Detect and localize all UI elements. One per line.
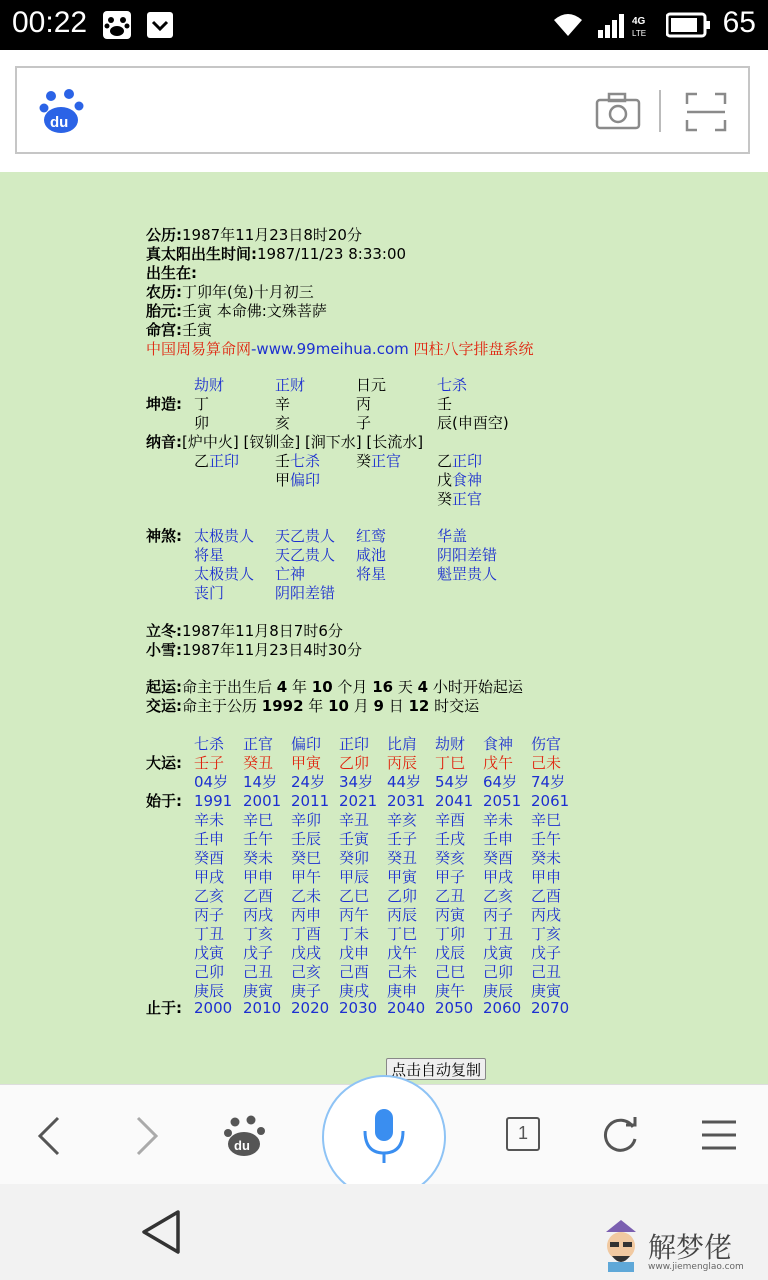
content-line [356, 395, 371, 414]
watermark-url: www.jiemenglao.com [648, 1262, 744, 1272]
liunian-cell: 庚戌 [339, 982, 370, 1000]
content-line [275, 376, 305, 395]
content-line [146, 678, 523, 697]
liunian-cell: 戊午 [387, 944, 418, 962]
browser-header [0, 50, 768, 172]
liunian-cell: 丙申 [291, 906, 322, 924]
content-line [275, 414, 290, 433]
watermark-text: 解梦佬 [648, 1231, 733, 1264]
liunian-cell: 丙戌 [243, 906, 274, 924]
line-segment: 乙 [437, 452, 453, 470]
status-bar [0, 0, 768, 50]
liunian-cell: 癸巳 [291, 849, 322, 867]
line-segment: 将星 [194, 546, 225, 564]
dayun-age: 74岁 [531, 773, 566, 791]
content-line [194, 452, 239, 471]
liunian-cell: 癸未 [243, 849, 274, 867]
content-line [194, 527, 254, 546]
line-segment: 食神 [452, 471, 483, 489]
line-segment: 将星 [356, 565, 387, 583]
content-line [146, 245, 406, 264]
liunian-cell: 甲寅 [387, 868, 418, 886]
content-line [146, 697, 479, 716]
content-line [146, 754, 182, 773]
content-line [146, 321, 212, 340]
line-segment: 偏印 [290, 471, 321, 489]
liunian-cell: 丁亥 [531, 925, 562, 943]
liunian-cell: 癸酉 [483, 849, 514, 867]
liunian-cell: 丁卯 [435, 925, 466, 943]
line-segment: 亥 [275, 414, 291, 432]
content-line [356, 376, 386, 395]
dayun-age: 44岁 [387, 773, 422, 791]
line-segment: 月 [348, 697, 374, 715]
system-back-icon[interactable] [140, 1208, 182, 1260]
line-segment: 壬寅 [182, 321, 213, 339]
liunian-cell: 庚申 [387, 982, 418, 1000]
content-line [146, 395, 182, 414]
line-segment: 丁卯年(兔)十月初三 [182, 283, 314, 301]
dayun-start-year: 2061 [531, 792, 570, 810]
liunian-cell: 甲子 [435, 868, 466, 886]
liunian-cell: 壬午 [243, 830, 274, 848]
line-segment: 9 [373, 697, 384, 715]
line-segment: 16 [372, 678, 394, 696]
back-icon[interactable] [36, 1115, 62, 1161]
liunian-cell: 丙子 [483, 906, 514, 924]
liunian-cell: 戊申 [339, 944, 370, 962]
content-line [437, 565, 497, 584]
line-segment: 魁罡贵人 [437, 565, 498, 583]
line-segment: 戊 [437, 471, 453, 489]
line-segment: 壬寅 本命佛:文殊菩萨 [182, 302, 327, 320]
line-segment: 劫财 [194, 376, 225, 394]
liunian-cell: 乙卯 [387, 887, 418, 905]
bazi-result-page [0, 172, 768, 1084]
line-segment[interactable]: -www.99meihua.com [251, 340, 409, 358]
line-segment: 天 [393, 678, 418, 696]
liunian-cell: 己卯 [194, 963, 225, 981]
dayun-end-year: 2050 [435, 999, 474, 1017]
liunian-cell: 辛巳 [243, 811, 274, 829]
dayun-shishen: 正官 [243, 735, 274, 753]
liunian-cell: 己未 [387, 963, 418, 981]
scan-icon[interactable] [685, 92, 727, 136]
dayun-end-year: 2020 [291, 999, 330, 1017]
liunian-cell: 辛未 [483, 811, 514, 829]
wifi-icon [550, 10, 586, 40]
line-segment: 命主于公历 [182, 697, 262, 715]
line-segment: 太极贵人 [194, 527, 255, 545]
line-segment: 1987年11月8日7时6分 [182, 622, 343, 640]
line-segment: 公历: [146, 226, 182, 244]
line-segment: 乙 [194, 452, 210, 470]
tab-count-icon[interactable]: 1 [506, 1117, 540, 1151]
line-segment: 4 [417, 678, 429, 696]
dayun-ganzhi: 甲寅 [291, 754, 322, 772]
dayun-ganzhi: 己未 [531, 754, 562, 772]
content-line [437, 546, 497, 565]
dayun-shishen: 正印 [339, 735, 370, 753]
svg-text:du: du [50, 114, 69, 131]
line-segment: 癸 [356, 452, 372, 470]
dayun-age: 04岁 [194, 773, 229, 791]
line-segment: 正印 [209, 452, 240, 470]
refresh-icon[interactable] [600, 1115, 640, 1159]
liunian-cell: 癸丑 [387, 849, 418, 867]
line-segment: 时交运 [429, 697, 480, 715]
line-segment: 10 [311, 678, 333, 696]
liunian-cell: 丁亥 [243, 925, 274, 943]
auto-copy-button[interactable]: 点击自动复制 [386, 1058, 486, 1080]
dayun-age: 24岁 [291, 773, 326, 791]
content-line [437, 414, 509, 433]
liunian-cell: 乙丑 [435, 887, 466, 905]
dayun-end-year: 2000 [194, 999, 233, 1017]
dayun-shishen: 劫财 [435, 735, 466, 753]
line-segment: 止于: [146, 999, 182, 1017]
dayun-ganzhi: 戊午 [483, 754, 514, 772]
line-segment: 年 [287, 678, 312, 696]
svg-text:LTE: LTE [632, 29, 647, 38]
content-line [275, 565, 305, 584]
liunian-cell: 壬申 [483, 830, 514, 848]
line-segment: 癸 [437, 490, 453, 508]
line-segment: 1987年11月23日4时30分 [182, 641, 362, 659]
line-segment: 1987年11月23日8时20分 [182, 226, 362, 244]
content-line [146, 226, 362, 245]
dayun-start-year: 2041 [435, 792, 474, 810]
liunian-cell: 壬辰 [291, 830, 322, 848]
dayun-ganzhi: 壬子 [194, 754, 225, 772]
content-line [437, 490, 482, 509]
content-line [146, 433, 423, 452]
battery-level: 65 [722, 6, 756, 39]
liunian-cell: 乙酉 [531, 887, 562, 905]
liunian-cell: 丙寅 [435, 906, 466, 924]
liunian-cell: 丙辰 [387, 906, 418, 924]
content-line [194, 584, 224, 603]
liunian-cell: 癸酉 [194, 849, 225, 867]
line-segment: 1987/11/23 8:33:00 [257, 245, 407, 263]
liunian-cell: 己巳 [435, 963, 466, 981]
line-segment: 中国周易算命网 [146, 340, 252, 358]
content-line [146, 264, 197, 283]
liunian-cell: 丁未 [339, 925, 370, 943]
liunian-cell: 癸亥 [435, 849, 466, 867]
menu-icon[interactable] [700, 1119, 738, 1155]
liunian-cell: 己酉 [339, 963, 370, 981]
content-line [356, 414, 371, 433]
liunian-cell: 庚辰 [194, 982, 225, 1000]
content-line [194, 395, 209, 414]
liunian-cell: 壬戌 [435, 830, 466, 848]
forward-icon[interactable] [134, 1115, 160, 1161]
liunian-cell: 戊子 [243, 944, 274, 962]
baidu-notification-icon [102, 10, 132, 40]
line-segment: 1992 [261, 697, 304, 715]
dayun-age: 14岁 [243, 773, 278, 791]
liunian-cell: 庚寅 [531, 982, 562, 1000]
line-segment: 命宫: [146, 321, 182, 339]
line-segment: 丁 [194, 395, 210, 413]
liunian-cell: 乙未 [291, 887, 322, 905]
line-segment: 命主于出生后 [182, 678, 277, 696]
line-segment: 天乙贵人 [275, 527, 336, 545]
content-line [437, 471, 482, 490]
liunian-cell: 戊寅 [483, 944, 514, 962]
liunian-cell: 丙子 [194, 906, 225, 924]
liunian-cell: 甲午 [291, 868, 322, 886]
line-segment: [炉中火] [钗钏金] [涧下水] [长流水] [182, 433, 424, 451]
line-segment: 华盖 [437, 527, 468, 545]
line-segment: 出生在: [146, 264, 197, 282]
dayun-end-year: 2040 [387, 999, 426, 1017]
liunian-cell: 壬子 [387, 830, 418, 848]
dayun-shishen: 伤官 [531, 735, 562, 753]
svg-text:du: du [234, 1138, 250, 1153]
content-line [194, 546, 224, 565]
line-segment: 咸池 [356, 546, 387, 564]
liunian-cell: 丙戌 [531, 906, 562, 924]
watermark-logo-icon [598, 1218, 644, 1278]
liunian-cell: 癸未 [531, 849, 562, 867]
dayun-age: 64岁 [483, 773, 518, 791]
liunian-cell: 甲戌 [194, 868, 225, 886]
content-line [194, 565, 254, 584]
line-segment: 日 [383, 697, 409, 715]
liunian-cell: 乙亥 [483, 887, 514, 905]
content-line [146, 792, 182, 811]
liunian-cell: 壬申 [194, 830, 225, 848]
dayun-start-year: 2051 [483, 792, 522, 810]
dayun-shishen: 七杀 [194, 735, 225, 753]
liunian-cell: 丁丑 [194, 925, 225, 943]
dayun-age: 54岁 [435, 773, 470, 791]
signal-icon [596, 10, 656, 40]
liunian-cell: 己丑 [243, 963, 274, 981]
content-line [437, 527, 467, 546]
line-segment: 正财 [275, 376, 306, 394]
dayun-start-year: 2001 [243, 792, 282, 810]
line-segment: 小时开始起运 [428, 678, 523, 696]
liunian-cell: 乙亥 [194, 887, 225, 905]
battery-icon [666, 10, 712, 40]
dayun-end-year: 2070 [531, 999, 570, 1017]
line-segment: 卯 [194, 414, 210, 432]
content-line [146, 622, 343, 641]
line-segment: 阴阳差错 [437, 546, 498, 564]
liunian-cell: 戊子 [531, 944, 562, 962]
liunian-cell: 癸卯 [339, 849, 370, 867]
line-segment: 正官 [371, 452, 402, 470]
dayun-ganzhi: 癸丑 [243, 754, 274, 772]
content-line [275, 471, 320, 490]
content-line [275, 527, 335, 546]
dayun-end-year: 2060 [483, 999, 522, 1017]
content-line [437, 452, 482, 471]
browser-nav-bar [0, 1084, 768, 1185]
dayun-start-year: 2021 [339, 792, 378, 810]
liunian-cell: 丁巳 [387, 925, 418, 943]
line-segment: 交运: [146, 697, 182, 715]
liunian-cell: 庚子 [291, 982, 322, 1000]
line-segment: 丙 [356, 395, 372, 413]
dayun-shishen: 偏印 [291, 735, 322, 753]
line-segment: 壬 [437, 395, 453, 413]
line-segment: 坤造: [146, 395, 182, 413]
baidu-logo-icon [39, 86, 85, 138]
liunian-cell: 丁丑 [483, 925, 514, 943]
line-segment: 神煞: [146, 527, 182, 545]
dayun-shishen: 食神 [483, 735, 514, 753]
liunian-cell: 壬寅 [339, 830, 370, 848]
svg-text:4G: 4G [632, 16, 646, 27]
dayun-start-year: 2031 [387, 792, 426, 810]
line-segment: 七杀 [437, 376, 468, 394]
content-line [146, 999, 182, 1018]
line-segment: 胎元: [146, 302, 182, 320]
liunian-cell: 辛未 [194, 811, 225, 829]
line-segment: 大运: [146, 754, 182, 772]
content-line [356, 527, 386, 546]
liunian-cell: 辛巳 [531, 811, 562, 829]
line-segment: 甲 [275, 471, 291, 489]
line-segment: 真太阳出生时间: [146, 245, 257, 263]
search-box[interactable] [15, 66, 750, 154]
liunian-cell: 辛丑 [339, 811, 370, 829]
content-line [356, 546, 386, 565]
content-line [194, 414, 209, 433]
liunian-cell: 戊戌 [291, 944, 322, 962]
line-segment: 辛 [275, 395, 291, 413]
liunian-cell: 甲辰 [339, 868, 370, 886]
camera-icon[interactable] [595, 92, 641, 134]
liunian-cell: 己亥 [291, 963, 322, 981]
status-time: 00:22 [12, 6, 88, 39]
line-segment: 年 [303, 697, 329, 715]
line-segment: 立冬: [146, 622, 182, 640]
dayun-ganzhi: 丁巳 [435, 754, 466, 772]
line-segment: 红鸾 [356, 527, 387, 545]
content-line [275, 395, 290, 414]
line-segment: 农历: [146, 283, 182, 301]
dayun-shishen: 比肩 [387, 735, 418, 753]
line-segment: 日元 [356, 376, 387, 394]
line-segment: 12 [408, 697, 430, 715]
content-line [146, 302, 327, 321]
liunian-cell: 乙酉 [243, 887, 274, 905]
system-nav-bar [0, 1184, 768, 1280]
liunian-cell: 丙午 [339, 906, 370, 924]
content-line [356, 452, 401, 471]
line-segment: 正印 [452, 452, 483, 470]
line-segment: 天乙贵人 [275, 546, 336, 564]
liunian-cell: 乙巳 [339, 887, 370, 905]
content-line [194, 376, 224, 395]
line-segment: 壬 [275, 452, 291, 470]
dayun-end-year: 2010 [243, 999, 282, 1017]
liunian-cell: 甲戌 [483, 868, 514, 886]
liunian-cell: 庚午 [435, 982, 466, 1000]
line-segment: 太极贵人 [194, 565, 255, 583]
liunian-cell: 庚辰 [483, 982, 514, 1000]
liunian-cell: 戊寅 [194, 944, 225, 962]
liunian-cell: 戊辰 [435, 944, 466, 962]
content-line [437, 376, 467, 395]
content-line [146, 340, 534, 359]
line-segment: 辰(申酉空) [437, 414, 509, 432]
content-line [275, 584, 335, 603]
line-segment: 七杀 [290, 452, 321, 470]
liunian-cell: 辛亥 [387, 811, 418, 829]
line-segment: 起运: [146, 678, 182, 696]
content-line [437, 395, 452, 414]
dayun-end-year: 2030 [339, 999, 378, 1017]
liunian-cell: 辛卯 [291, 811, 322, 829]
liunian-cell: 丁酉 [291, 925, 322, 943]
line-segment: 始于: [146, 792, 182, 810]
content-line [275, 452, 320, 471]
baidu-home-icon[interactable] [224, 1113, 266, 1161]
dayun-ganzhi: 乙卯 [339, 754, 370, 772]
liunian-cell: 己丑 [531, 963, 562, 981]
dayun-ganzhi: 丙辰 [387, 754, 418, 772]
line-segment: 个月 [332, 678, 373, 696]
liunian-cell: 甲申 [531, 868, 562, 886]
line-segment: 丧门 [194, 584, 225, 602]
liunian-cell: 己卯 [483, 963, 514, 981]
liunian-cell: 甲申 [243, 868, 274, 886]
download-notification-icon [145, 10, 175, 40]
line-segment: 正官 [452, 490, 483, 508]
line-segment: 4 [276, 678, 288, 696]
content-line [146, 641, 362, 660]
content-line [146, 527, 182, 546]
line-segment: 子 [356, 414, 372, 432]
header-divider [659, 90, 661, 132]
dayun-start-year: 1991 [194, 792, 233, 810]
line-segment: 10 [328, 697, 349, 715]
content-line [275, 546, 335, 565]
liunian-cell: 壬午 [531, 830, 562, 848]
content-line [146, 283, 314, 302]
content-line [356, 565, 386, 584]
dayun-start-year: 2011 [291, 792, 330, 810]
line-segment: 纳音: [146, 433, 182, 451]
line-segment: 阴阳差错 [275, 584, 336, 602]
line-segment: 四柱八字排盘系统 [408, 340, 534, 358]
liunian-cell: 庚寅 [243, 982, 274, 1000]
line-segment: 亡神 [275, 565, 306, 583]
dayun-age: 34岁 [339, 773, 374, 791]
liunian-cell: 辛酉 [435, 811, 466, 829]
line-segment: 小雪: [146, 641, 182, 659]
